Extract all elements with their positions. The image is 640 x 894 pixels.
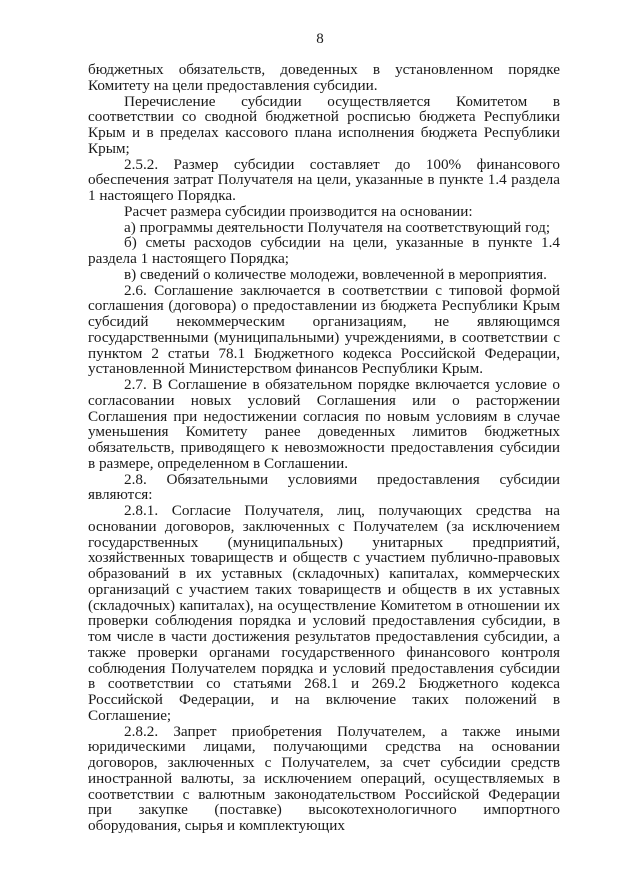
paragraph: 2.8.1. Согласие Получателя, лиц, получающих средства на основании договоров, заключенных с Получателем (за исключением государственных (муниципальных) унитарных предприятий, хозяйственных товариществ и обществ с участием публично-правовых образований в их уставных (складочных) капиталах, коммерческих организаций с участием таких товариществ и обществ в их уставных (складочных) капиталах), на осуществление Комитетом в отношении их проверки соблюдения порядка и условий предоставления субсидии, в том числе в части достижения результатов предоставления субсидии, а также проверки органами государственного финансового контроля соблюдения Получателем порядка и условий предоставления субсидии в соответствии со статьями 268.1 и 269.2 Бюджетного кодекса Российской Федерации, и на включение таких положений в Соглашение; [88,502,560,724]
list-item: в) сведений о количестве молодежи, вовлеченной в мероприятия. [124,265,547,283]
paragraph: бюджетных обязательств, доведенных в установленном порядке Комитету на цели предоставления субсидии. [88,61,560,94]
paragraph: 2.8. Обязательными условиями предоставления субсидии являются: [88,470,560,504]
document-body [88,62,560,834]
list-item: б) сметы расходов субсидии на цели, указанные в пункте 1.4 раздела 1 настоящего Порядка; [88,234,560,267]
paragraph: 2.8.2. Запрет приобретения Получателем, а также иными юридическими лицами, получающими средства на основании договоров, заключенных с Получателем, за счет субсидии средств иностранной валюты, за исключением операций, осуществляемых в соответствии с валютным законодательством Российской Федерации при закупке (поставке) высокотехнологичного импортного оборудования, сырья и комплектующих [88,722,560,834]
paragraph: 2.5.2. Размер субсидии составляет до 100% финансового обеспечения затрат Получателя на цели, указанные в пункте 1.4 раздела 1 настоящего Порядка. [88,155,560,204]
paragraph: Перечисление субсидии осуществляется Комитетом в соответствии со сводной бюджетной росписью бюджета Республики Крым и в пределах кассового плана исполнения бюджета Республики Крым; [88,92,560,157]
paragraph: 2.6. Соглашение заключается в соответствии с типовой формой соглашения (договора) о предоставлении из бюджета Республики Крым субсидий некоммерческим организациям, не являющимся государственными (муниципальными) учреждениями, в соответствии с пунктом 2 статьи 78.1 Бюджетного кодекса Российской Федерации, установленной Министерством финансов Республики Крым. [88,281,560,378]
paragraph: Расчет размера субсидии производится на основании: [124,202,473,220]
list-item: а) программы деятельности Получателя на соответствующий год; [124,218,551,236]
page-number: 8 [316,31,324,47]
paragraph: 2.7. В Соглашение в обязательном порядке включается условие о согласовании новых условий Соглашения или о расторжении Соглашения при недостижении согласия по новым условиям в случае уменьшения Комитету ранее доведенных лимитов бюджетных обязательств, приводящего к невозможности предоставления субсидии в размере, определенном в Соглашении. [88,376,560,472]
